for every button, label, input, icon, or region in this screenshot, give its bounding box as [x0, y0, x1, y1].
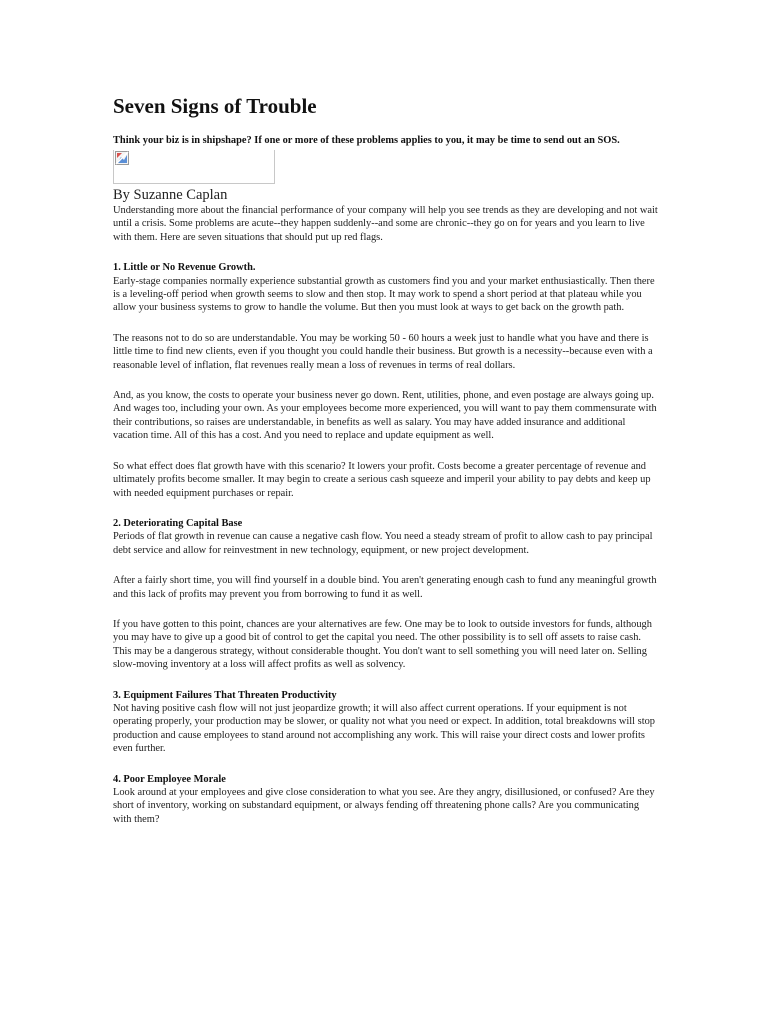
article [113, 92, 658, 826]
section-paragraph: Periods of flat growth in revenue can cause a negative cash flow. You need a steady stream of profit to allow cash to pay principal debt service and allow for reinvestment in new technology, equipment, or new project development. [113, 531, 653, 556]
article-byline: By Suzanne Caplan [113, 187, 228, 203]
intro-paragraph: Understanding more about the financial performance of your company will help you see trends as they are developing and not wait until a crisis. Some problems are acute--they happen suddenly--and some are chronic--they go on for years and you learn to live with them. Here are seven situations that should put up red flags. [113, 205, 658, 243]
section-paragraph: If you have gotten to this point, chances are your alternatives are few. One may be to look to outside investors for funds, although you may have to give up a good bit of control to get the capital you need. The other possibility is to sell off assets to raise cash. This may be a dangerous strategy, without considerable thought. You don't want to sell something you will need later on. Selling slow-moving inventory at a loss will affect profits as well as solvency. [113, 618, 652, 671]
section-heading: 3. Equipment Failures That Threaten Productivity [113, 689, 337, 701]
section-paragraph: The reasons not to do so are understandable. You may be working 50 - 60 hours a week just to handle what you have and there is little time to find new clients, even if you thought you could handle their business. But growth is a necessity--because even with a reasonable level of inflation, flat revenues really mean a loss of revenues in terms of real dollars. [113, 332, 653, 371]
section-paragraph: Early-stage companies normally experience substantial growth as customers find you and your market enthusiastically. Then there is a leveling-off period when growth seems to slow and then stop. It may work to spend a short period at that plateau while you allow your business systems to grow to handle the volume. But then you must look at ways to get back on the growth path. [113, 275, 655, 314]
section-paragraph: Look around at your employees and give close consideration to what you see. Are they angry, disillusioned, or confused? Are they short of inventory, working on substandard equipment, or always fending off threatening phone calls? Are you communicating with them? [113, 787, 655, 825]
section-heading: 2. Deteriorating Capital Base [113, 517, 243, 529]
article-title: Seven Signs of Trouble [113, 94, 317, 118]
section-paragraph: And, as you know, the costs to operate your business never go down. Rent, utilities, phone, and even postage are always going up. And wages too, including your own. As your employees become more experienced, you will want to pay them commensurate with their contributions, so raises are understandable, in benefits as well as salary. You may have added insurance and additional vacation time. All of this has a cost. And you need to replace and update equipment as well. [113, 390, 657, 442]
section-paragraph: Not having positive cash flow will not just jeopardize growth; it will also affect current operations. If your equipment is not operating properly, your production may be slower, or quality not what you need or expect. In addition, total breakdowns will stop production and cause employees to stand around not accomplishing any work. This will raise your direct costs and lower profits even further. [113, 702, 655, 755]
section-paragraph: After a fairly short time, you will find yourself in a double bind. You aren't generating enough cash to fund any meaningful growth and this lack of profits may prevent you from borrowing to fund it as well. [113, 575, 657, 600]
section-heading: 1. Little or No Revenue Growth. [113, 262, 256, 274]
article-image-placeholder [113, 150, 275, 184]
section-heading: 4. Poor Employee Morale [113, 773, 226, 785]
article-subtitle: Think your biz is in shipshape? If one or more of these problems applies to you, it may be time to send out an SOS. [113, 135, 620, 146]
section-paragraph: So what effect does flat growth have with this scenario? It lowers your profit. Costs become a greater percentage of revenue and ultimately profits become smaller. It may begin to create a serious cash squeeze and imperil your ability to pay debts and keep up with needed equipment purchases or repair. [113, 460, 651, 499]
broken-image-icon [115, 151, 129, 165]
